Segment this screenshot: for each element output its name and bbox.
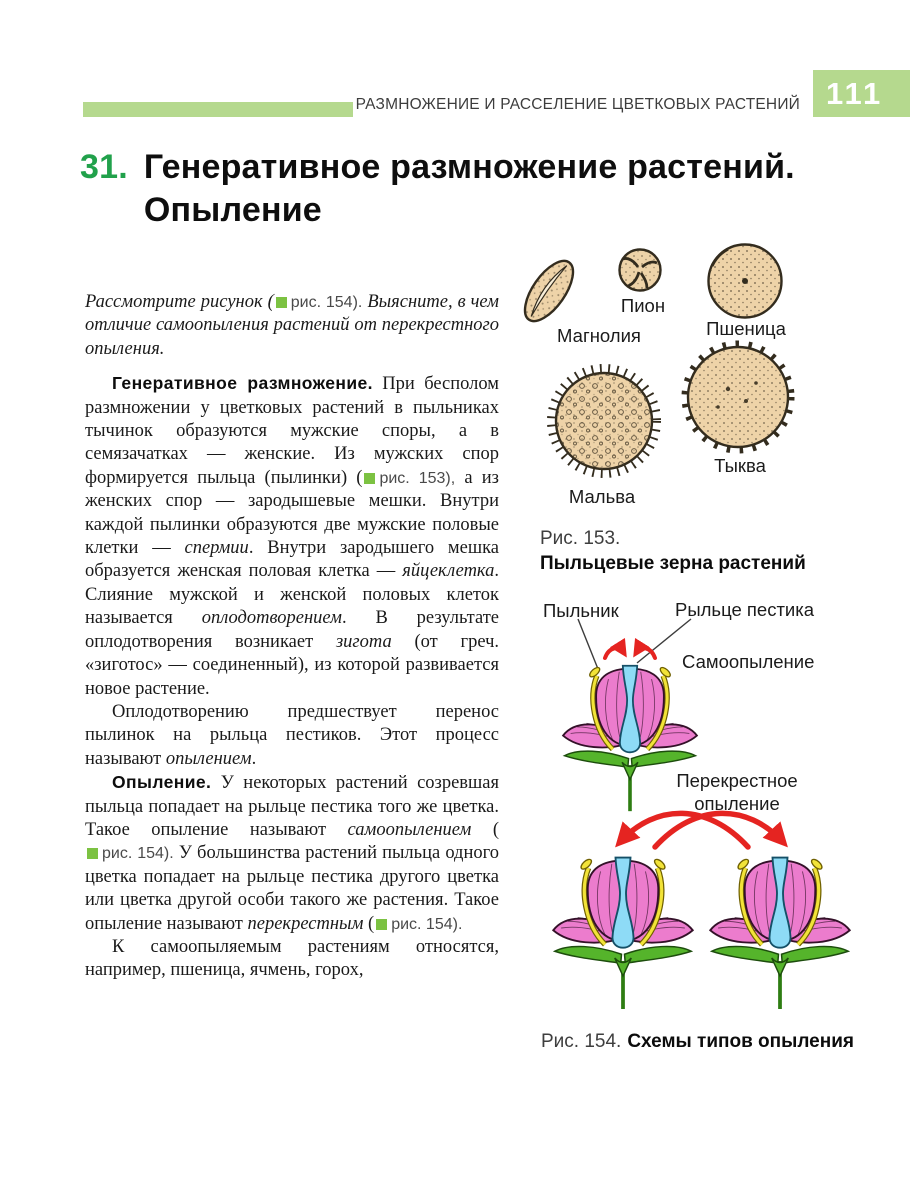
fig153-pollen-illustration [515,233,805,485]
figure-ref-label: рис. 154). [102,845,174,863]
section-title [144,146,795,232]
figure-reference [85,845,174,862]
header-rule [83,102,353,117]
paragraph-pollination [85,771,499,936]
fig154-caption-number: Рис. 154. [541,1031,622,1052]
intro-text-2: Выясните, в чем отличие самоопыления растений от перекрестного опыления. [85,292,499,359]
flower-cross-right [710,858,850,1010]
body-text: . В результате оплодотворения возникает [85,608,500,652]
self-pollination-label: Самоопыление [682,651,815,672]
cross-pollination-label: Перекрестное опыление [676,770,798,814]
fig153-caption [540,526,806,576]
figure-ref-icon [276,297,287,308]
fig153-caption-title: Пыльцевые зерна растений [540,553,806,574]
term-cross-pollination: перекрестным [247,913,364,934]
term-pollination: опылением [165,748,252,769]
figure-ref-icon [87,848,98,859]
pollen-pumpkin [685,344,791,450]
term-egg-cell: яйцеклетка [402,561,495,582]
body-text: а из женских спор — зародышевые мешки. Внутри каждой пылинки образуются две мужские половые клетки — [85,467,499,559]
body-text: . Внутри зародышего мешка образуется женская половая клетка — [85,538,500,582]
pollen-label-mallow: Мальва [568,486,636,507]
body-text: К самоопыляемым растениям относятся, например, пшеница, ячмень, горох, [85,936,499,981]
section-heading [80,146,795,232]
figure-ref-icon [364,473,375,484]
cross-pollination-arrow-left [620,813,748,847]
term-spermii: спермии [184,538,249,559]
self-pollination-arrow-left [605,648,624,658]
section-number: 31. [80,148,128,186]
body-text: ( [471,819,499,840]
paragraph-intro [85,291,499,361]
pollen-label-wheat: Пшеница [706,318,786,339]
body-text: Оплодотворению предшествует перенос пылинок на рыльца пестиков. Этот процесс называют [85,701,499,769]
figure-ref-label: рис. 153), [379,469,456,487]
intro-text-1: Рассмотрите рисунок ( [85,292,274,312]
figure-reference [274,294,363,311]
paragraph-lead-in: Генеративное размножение. [112,373,373,394]
pollen-peony [620,250,661,291]
paragraph-examples [85,936,499,983]
pollen-label-pumpkin: Тыква [714,455,766,476]
figure-ref-label: рис. 154). [290,294,363,311]
anther-label: Пыльник [543,600,619,621]
page-number: 111 [826,76,884,111]
fig154-caption-title: Схемы типов опыления [627,1031,854,1052]
section-title-line1: Генеративное размножение растений. [143,148,795,186]
body-text: У некоторых растений созревшая пыльца попадает на рыльце пестика того же цветка. Такое опыление называют [85,773,499,840]
body-text: ( [363,913,375,934]
pollen-magnolia [516,253,582,329]
cross-pollination-arrow-right [655,813,783,847]
paragraph-generative [85,372,499,701]
body-column [85,291,499,983]
term-fertilization: оплодотворением [201,608,342,629]
body-text: . [251,748,257,769]
flower-cross-left [553,858,693,1010]
term-self-pollination: самоопылением [347,819,472,840]
body-text: При бесполом размножении у цветковых растений в пыльниках тычинок образуются мужские споры, а в семязачатках — женские. Из мужских спор формируется пыльца (пылинки) ( [85,374,499,488]
paragraph-lead-in: Опыление. [112,772,212,793]
fig153-caption-number: Рис. 153. [540,528,621,549]
term-zygote: зигота [335,631,392,652]
fig154-caption [541,1029,854,1054]
stigma-label: Рыльце пестика [675,599,815,620]
figure-reference [374,916,462,933]
figure-ref-label: рис. 154). [391,915,463,933]
pollen-label-peony: Пион [620,295,666,316]
body-text: . Слияние мужской и женской половых клеток называется [85,561,499,629]
pollen-mallow [552,369,656,473]
pollen-wheat [709,245,782,318]
running-title: РАЗМНОЖЕНИЕ И РАССЕЛЕНИЕ ЦВЕТКОВЫХ РАСТЕНИЙ [355,96,800,113]
anther-leader-line [578,619,598,669]
section-title-line2: Опыление [143,191,322,229]
page-number-badge [813,70,910,117]
paragraph-pollination-intro [85,701,499,771]
body-text: (от греч. «зиготос» — соединенный), из которой развивается новое растение. [85,631,499,699]
body-text: У большинства растений пыльца одного цветка попадает на рыльце пестика другого цветка или цветка другой особи такого же растения. Такое опыление называют [85,843,499,934]
pollen-label-magnolia: Магнолия [557,325,641,346]
figure-ref-icon [376,919,387,930]
figure-reference [362,470,455,487]
